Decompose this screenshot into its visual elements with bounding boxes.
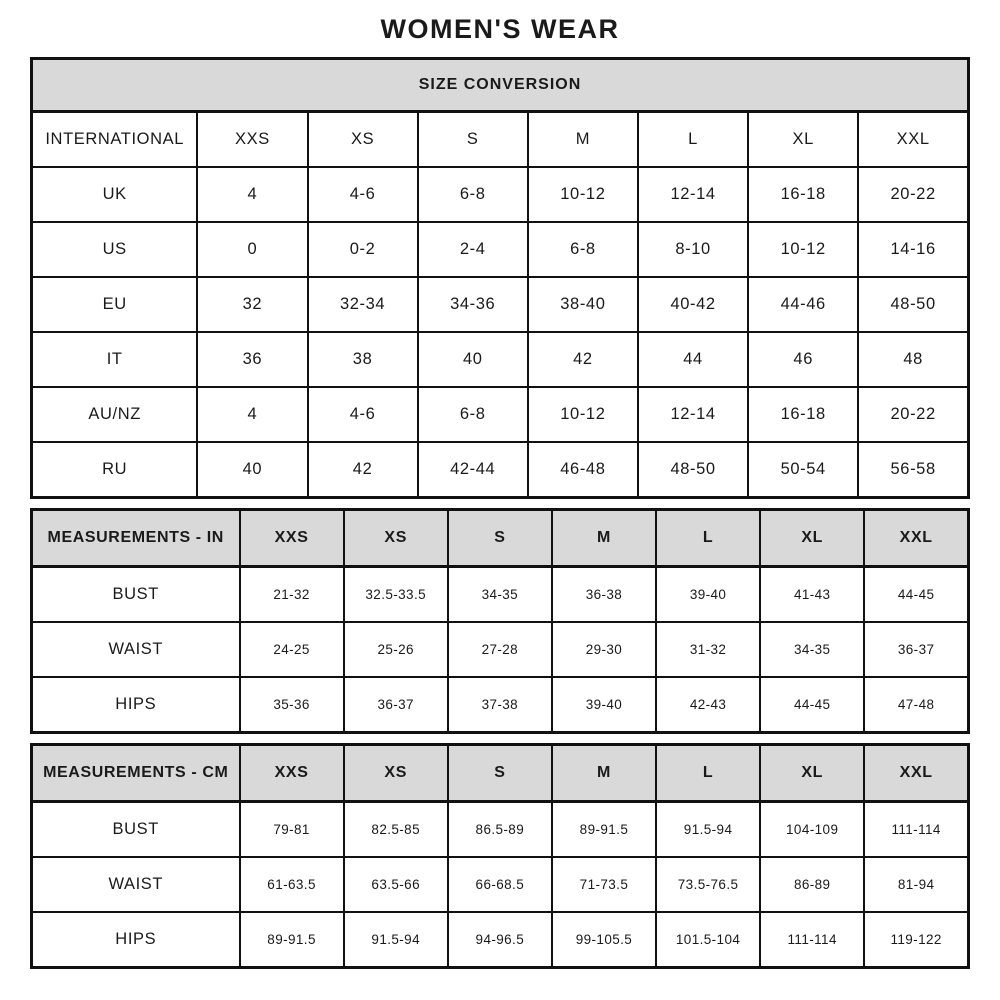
value-cell: 31-32: [656, 622, 760, 677]
value-cell: 89-91.5: [552, 802, 656, 858]
value-cell: 32.5-33.5: [344, 567, 448, 623]
size-header-cell: XXS: [240, 510, 344, 567]
row-label-cell: EU: [32, 277, 198, 332]
measurements-header-cell: MEASUREMENTS - CM: [32, 745, 240, 802]
value-cell: 32: [197, 277, 307, 332]
value-cell: 40: [197, 442, 307, 498]
value-cell: 86-89: [760, 857, 864, 912]
table-row: [32, 802, 969, 858]
size-header-cell: S: [448, 745, 552, 802]
value-cell: 42: [528, 332, 638, 387]
column-header-cell: XXS: [197, 112, 307, 168]
value-cell: 34-35: [448, 567, 552, 623]
size-header-cell: XXS: [240, 745, 344, 802]
size-conversion-table: [30, 57, 970, 499]
row-label-cell: RU: [32, 442, 198, 498]
value-cell: 8-10: [638, 222, 748, 277]
value-cell: 46-48: [528, 442, 638, 498]
value-cell: 56-58: [858, 442, 968, 498]
column-header-cell: XL: [748, 112, 858, 168]
value-cell: 34-36: [418, 277, 528, 332]
value-cell: 104-109: [760, 802, 864, 858]
value-cell: 4-6: [308, 167, 418, 222]
table-row: [32, 567, 969, 623]
table-row: [32, 277, 969, 332]
value-cell: 12-14: [638, 167, 748, 222]
value-cell: 44-45: [760, 677, 864, 733]
column-header-cell: XS: [308, 112, 418, 168]
value-cell: 66-68.5: [448, 857, 552, 912]
value-cell: 6-8: [418, 167, 528, 222]
column-header-cell: S: [418, 112, 528, 168]
value-cell: 94-96.5: [448, 912, 552, 968]
value-cell: 10-12: [528, 387, 638, 442]
column-header-row: [32, 112, 969, 168]
value-cell: 36-37: [344, 677, 448, 733]
size-header-cell: M: [552, 510, 656, 567]
value-cell: 39-40: [552, 677, 656, 733]
value-cell: 21-32: [240, 567, 344, 623]
row-label-cell: UK: [32, 167, 198, 222]
measurements-header-cell: MEASUREMENTS - IN: [32, 510, 240, 567]
value-cell: 40-42: [638, 277, 748, 332]
value-cell: 119-122: [864, 912, 968, 968]
value-cell: 32-34: [308, 277, 418, 332]
value-cell: 36-38: [552, 567, 656, 623]
size-header-cell: S: [448, 510, 552, 567]
value-cell: 39-40: [656, 567, 760, 623]
measurements-cm-table: [30, 743, 970, 969]
value-cell: 81-94: [864, 857, 968, 912]
value-cell: 79-81: [240, 802, 344, 858]
size-header-cell: XS: [344, 745, 448, 802]
value-cell: 20-22: [858, 387, 968, 442]
value-cell: 82.5-85: [344, 802, 448, 858]
value-cell: 41-43: [760, 567, 864, 623]
value-cell: 25-26: [344, 622, 448, 677]
value-cell: 99-105.5: [552, 912, 656, 968]
table-row: [32, 222, 969, 277]
value-cell: 48-50: [638, 442, 748, 498]
value-cell: 44: [638, 332, 748, 387]
value-cell: 0-2: [308, 222, 418, 277]
value-cell: 101.5-104: [656, 912, 760, 968]
row-label-cell: WAIST: [32, 857, 240, 912]
table-row: [32, 912, 969, 968]
row-label-cell: BUST: [32, 567, 240, 623]
column-header-cell: INTERNATIONAL: [32, 112, 198, 168]
value-cell: 27-28: [448, 622, 552, 677]
column-header-cell: M: [528, 112, 638, 168]
value-cell: 36: [197, 332, 307, 387]
row-label-cell: AU/NZ: [32, 387, 198, 442]
size-header-cell: L: [656, 510, 760, 567]
value-cell: 89-91.5: [240, 912, 344, 968]
value-cell: 10-12: [748, 222, 858, 277]
size-header-cell: XL: [760, 745, 864, 802]
size-conversion-header: SIZE CONVERSION: [32, 59, 969, 112]
value-cell: 86.5-89: [448, 802, 552, 858]
value-cell: 42-43: [656, 677, 760, 733]
size-header-cell: XL: [760, 510, 864, 567]
page-title: WOMEN'S WEAR: [380, 14, 620, 44]
value-cell: 35-36: [240, 677, 344, 733]
value-cell: 48-50: [858, 277, 968, 332]
value-cell: 38-40: [528, 277, 638, 332]
value-cell: 6-8: [418, 387, 528, 442]
value-cell: 6-8: [528, 222, 638, 277]
value-cell: 34-35: [760, 622, 864, 677]
value-cell: 91.5-94: [344, 912, 448, 968]
value-cell: 44-46: [748, 277, 858, 332]
value-cell: 2-4: [418, 222, 528, 277]
row-label-cell: US: [32, 222, 198, 277]
value-cell: 24-25: [240, 622, 344, 677]
row-label-cell: HIPS: [32, 912, 240, 968]
table-row: [32, 677, 969, 733]
table-row: [32, 167, 969, 222]
value-cell: 50-54: [748, 442, 858, 498]
value-cell: 47-48: [864, 677, 968, 733]
value-cell: 42: [308, 442, 418, 498]
size-header-cell: XXL: [864, 745, 968, 802]
value-cell: 12-14: [638, 387, 748, 442]
table-row: [32, 622, 969, 677]
size-header-cell: XS: [344, 510, 448, 567]
value-cell: 37-38: [448, 677, 552, 733]
value-cell: 44-45: [864, 567, 968, 623]
value-cell: 16-18: [748, 167, 858, 222]
value-cell: 46: [748, 332, 858, 387]
table-row: [32, 332, 969, 387]
value-cell: 73.5-76.5: [656, 857, 760, 912]
value-cell: 42-44: [418, 442, 528, 498]
value-cell: 16-18: [748, 387, 858, 442]
measurements-header-row: [32, 745, 969, 802]
value-cell: 20-22: [858, 167, 968, 222]
column-header-cell: XXL: [858, 112, 968, 168]
table-header-band-row: [32, 59, 969, 112]
row-label-cell: IT: [32, 332, 198, 387]
column-header-cell: L: [638, 112, 748, 168]
table-row: [32, 857, 969, 912]
size-header-cell: XXL: [864, 510, 968, 567]
value-cell: 111-114: [864, 802, 968, 858]
size-header-cell: L: [656, 745, 760, 802]
value-cell: 10-12: [528, 167, 638, 222]
value-cell: 4-6: [308, 387, 418, 442]
value-cell: 38: [308, 332, 418, 387]
value-cell: 40: [418, 332, 528, 387]
value-cell: 4: [197, 167, 307, 222]
row-label-cell: WAIST: [32, 622, 240, 677]
size-header-cell: M: [552, 745, 656, 802]
table-row: [32, 387, 969, 442]
table-row: [32, 442, 969, 498]
value-cell: 111-114: [760, 912, 864, 968]
value-cell: 14-16: [858, 222, 968, 277]
value-cell: 4: [197, 387, 307, 442]
value-cell: 29-30: [552, 622, 656, 677]
value-cell: 91.5-94: [656, 802, 760, 858]
row-label-cell: HIPS: [32, 677, 240, 733]
value-cell: 71-73.5: [552, 857, 656, 912]
value-cell: 0: [197, 222, 307, 277]
value-cell: 48: [858, 332, 968, 387]
value-cell: 36-37: [864, 622, 968, 677]
measurements-header-row: [32, 510, 969, 567]
value-cell: 61-63.5: [240, 857, 344, 912]
value-cell: 63.5-66: [344, 857, 448, 912]
measurements-in-table: [30, 508, 970, 734]
row-label-cell: BUST: [32, 802, 240, 858]
